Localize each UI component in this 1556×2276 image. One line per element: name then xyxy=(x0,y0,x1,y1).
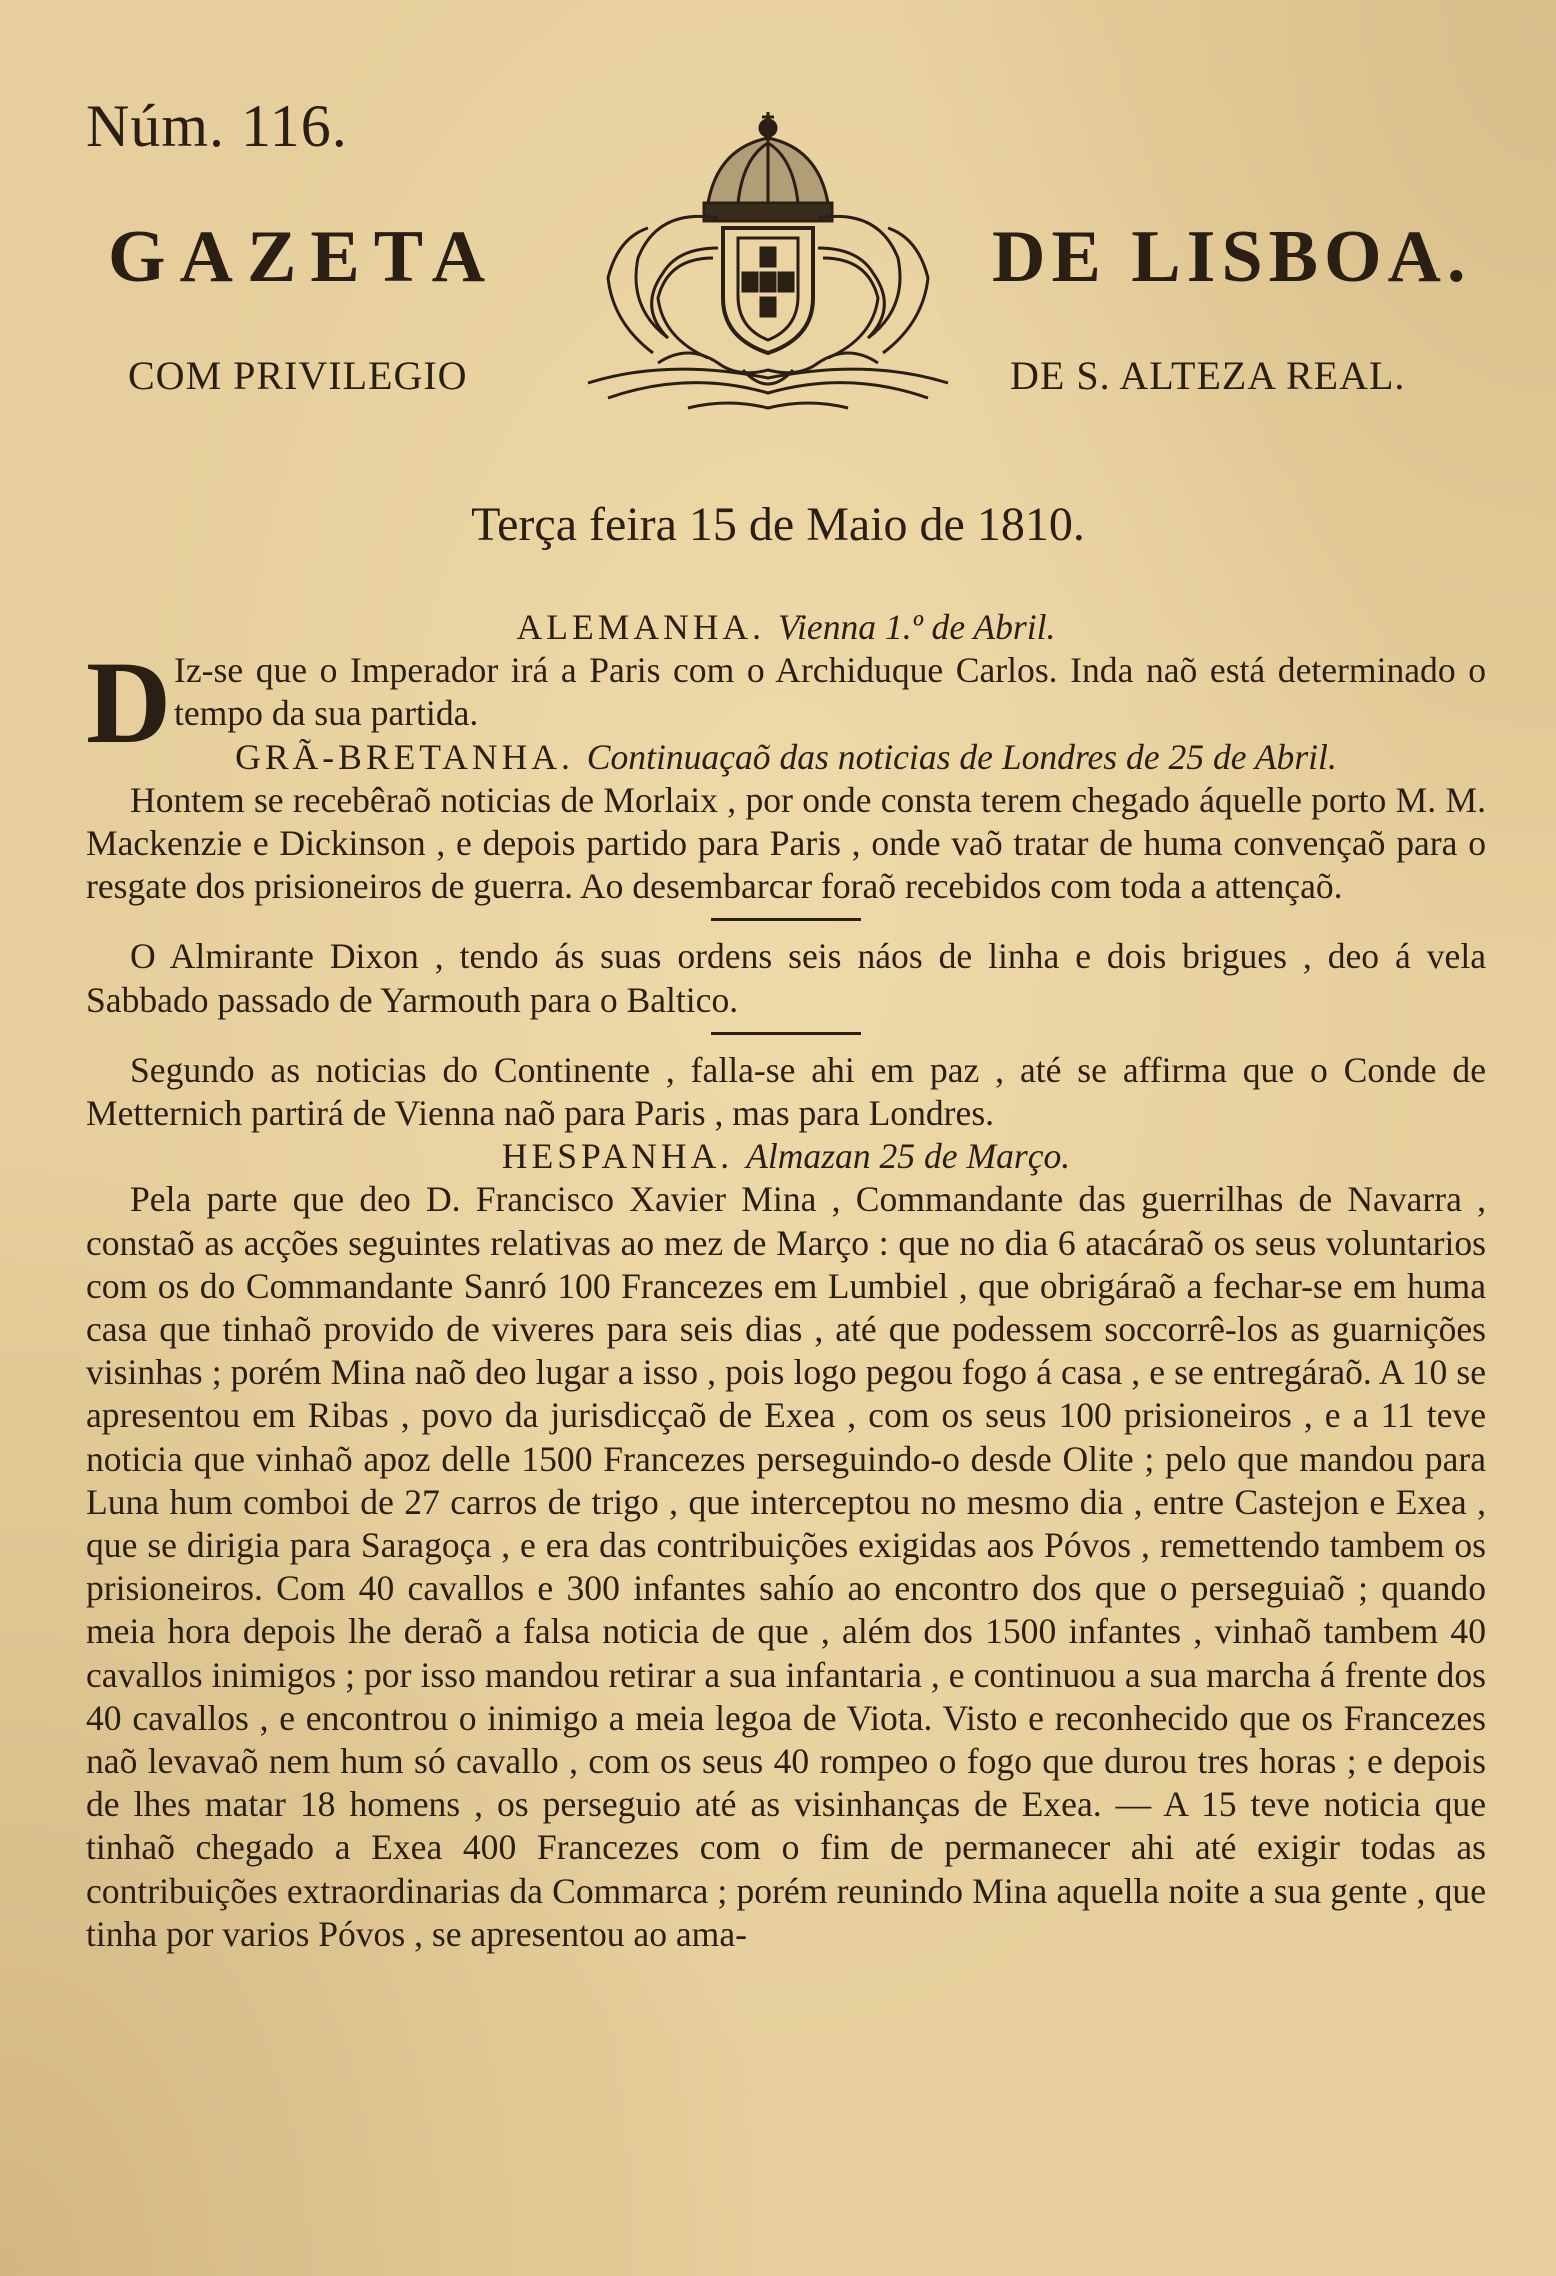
paragraph: Hontem se recebêraõ noticias de Morlaix , por onde consta terem chegado áquelle porto M. M. Mackenzie e Dickinson , e depois partido para Paris , onde vaõ tratar de huma convençaõ para o resgate dos prisioneiros de guerra. Ao desembarcar foraõ recebidos com toda a attençaõ. xyxy=(86,779,1486,907)
paragraph: O Almirante Dixon , tendo ás suas ordens seis náos de linha e dois brigues , deo á vela Sabbado passado de Yarmouth para o Baltico. xyxy=(86,936,1486,1020)
masthead-title-right: DE LISBOA. xyxy=(992,216,1472,298)
divider xyxy=(711,1032,861,1035)
section-dateplace: Vienna 1.º de Abril. xyxy=(777,607,1056,647)
paragraph: Pela parte que deo D. Francisco Xavier Mina , Commandante das guerrilhas de Navarra , constaõ as acções seguintes relativas ao mez de Março : que no dia 6 atacáraõ os seus voluntarios com os do Commandante Sanró 100 Francezes em Lumbiel , que obrigáraõ a fechar-se em huma casa que tinhaõ provido de viveres para seis dias , até que podessem soccorrê-los as guarnições visinhas ; porém Mina naõ deo lugar a isso , pois logo pegou fogo á casa , e se entregáraõ. A 10 se apresentou em Ribas , povo da jurisdicçaõ de Exea , com os seus 100 prisioneiros , e a 11 teve noticia que vinhaõ apoz delle 1500 Francezes perseguindo-o desde Olite ; pelo que mandou para Luna hum comboi de 27 carros de trigo , que interceptou no mesmo dia , entre Castejon e Exea , que se dirigia para Saragoça , e era das contribuições exigidas aos Póvos , remettendo tambem os prisioneiros. Com 40 cavallos e 300 infantes sahío ao encontro dos que o perseguiaõ ; quando meia hora depois lhe deraõ a falsa noticia de que , além dos 1500 infantes , vinhaõ tambem 40 cavallos inimigos ; por isso mandou retirar a sua infantaria , e continuou a sua marcha á frente dos 40 cavallos , e encontrou o inimigo a meia legoa de Viota. Visto e reconhecido que os Francezes naõ levavaõ nem hum só cavallo , com os seus 40 rompeo o fogo que durou tres horas ; e depois de lhes matar 18 homens , os perseguio até as visinhanças de Exea. — A 15 teve noticia que tinhaõ chegado a Exea 400 Francezes com o fim de permanecer ahi até exigir todas as contribuições extraordinarias da Commarca ; porém reunindo Mina aquella noite a sua gente , que tinha por varios Póvos , se apresentou ao ama- xyxy=(86,1179,1486,1954)
drop-cap: D xyxy=(86,637,172,769)
masthead-title-left: GAZETA xyxy=(108,216,500,298)
paragraph-text: Iz-se que o Imperador irá a Paris com o Archiduque Carlos. Inda naõ está determinado o tempo da sua partida. xyxy=(174,650,1486,734)
issue-number: Núm. 116. xyxy=(86,93,348,159)
article-body xyxy=(86,606,1486,1956)
section-dateplace: Almazan 25 de Março. xyxy=(746,1136,1071,1177)
paragraph: Segundo as noticias do Continente , falla-se ahi em paz , até se affirma que o Conde de Metternich partirá de Vienna naõ para Paris , mas para Londres. xyxy=(86,1049,1486,1134)
issue-date: Terça feira 15 de Maio de 1810. xyxy=(471,498,1085,551)
privilege-left: COM PRIVILEGIO xyxy=(128,353,468,398)
section-dateplace: Continuaçaõ das noticias de Londres de 25 de Abril. xyxy=(586,736,1337,777)
section-heading-hespanha: HESPANHA. Almazan 25 de Março. xyxy=(501,1136,1071,1177)
royal-crest-icon xyxy=(568,108,968,428)
section-heading-alemanha: ALEMANHA. Vienna 1.º de Abril. xyxy=(516,607,1056,647)
section-heading-gra-bretanha: GRÃ-BRETANHA. Continuaçaõ das noticias de Londres de 25 de Abril. xyxy=(235,736,1337,777)
divider xyxy=(711,918,861,921)
privilege-right: DE S. ALTEZA REAL. xyxy=(1010,353,1406,398)
